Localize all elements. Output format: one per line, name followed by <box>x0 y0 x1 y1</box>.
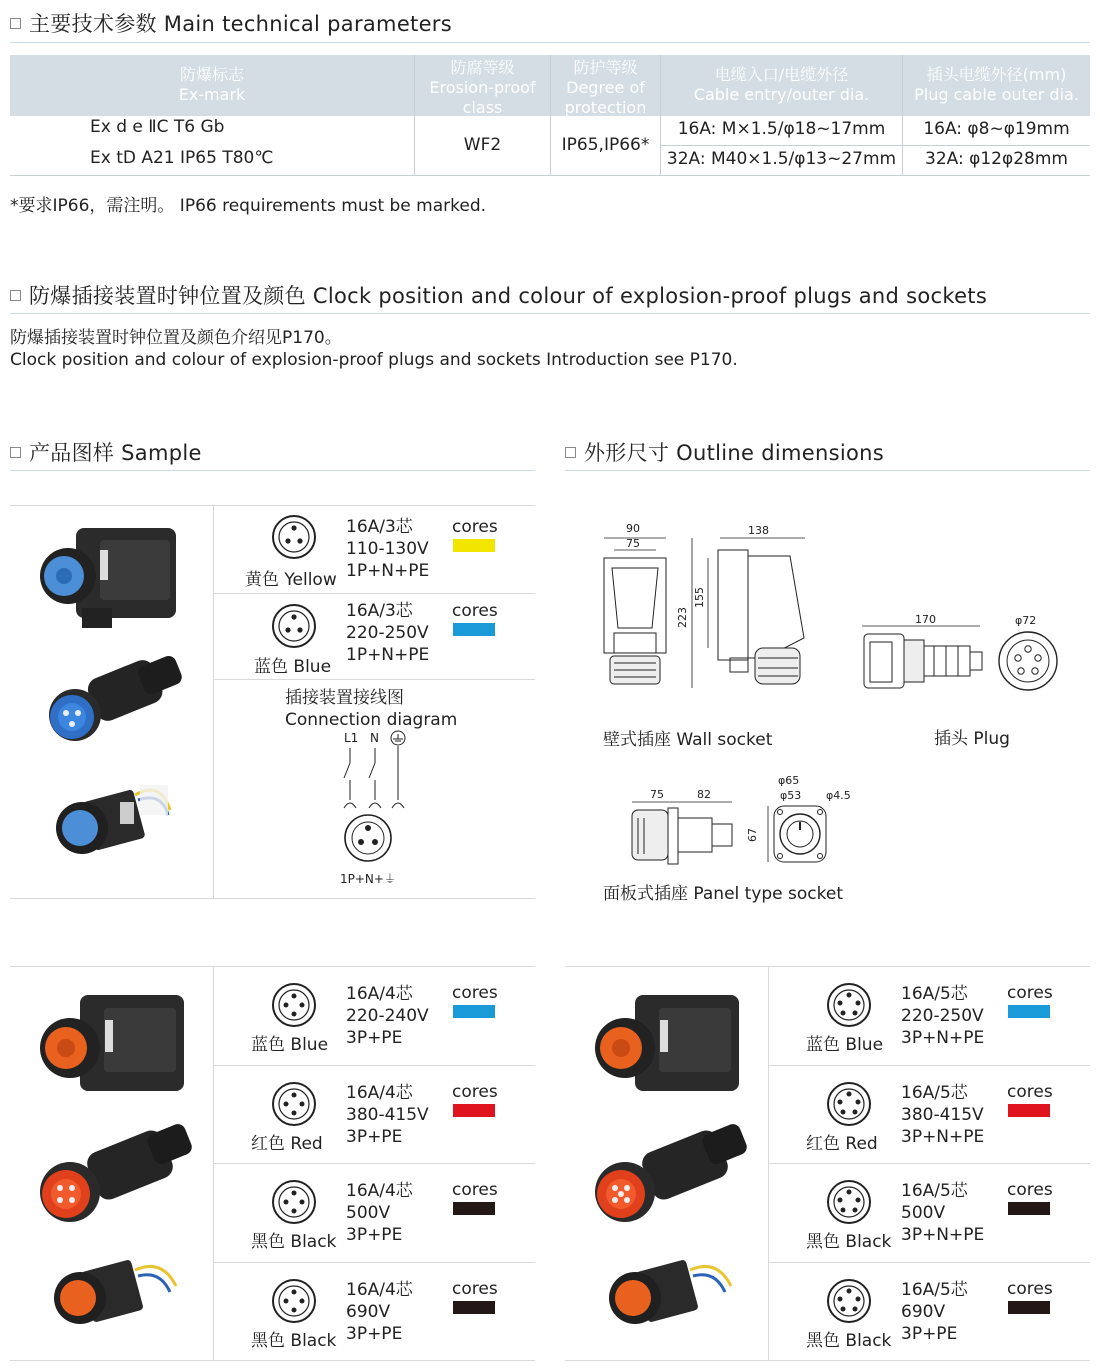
color-swatch <box>1008 1301 1050 1314</box>
section-title-text: 外形尺寸 Outline dimensions <box>584 441 884 465</box>
spec-block <box>346 1279 413 1345</box>
header-zh: 插头电缆外径(mm) <box>926 65 1067 84</box>
params-table <box>10 55 1090 176</box>
color-label: 蓝色 Blue <box>806 1035 884 1055</box>
spec-voltage: 220-250V <box>346 623 429 643</box>
spec-poles: 3P+PE <box>346 1225 403 1245</box>
plug-side-drawing <box>862 613 982 688</box>
divider <box>768 1163 1090 1164</box>
panel-socket-red-photo <box>54 1259 176 1324</box>
spec-poles: 3P+N+PE <box>901 1225 985 1245</box>
label-n: N <box>370 731 379 745</box>
exmark-line: Ex tD A21 IP65 T80℃ <box>90 148 274 168</box>
divider <box>550 55 551 176</box>
color-swatch <box>1008 1202 1050 1215</box>
color-label: 黑色 Black <box>806 1232 892 1252</box>
spec-voltage: 380-415V <box>346 1105 429 1125</box>
dim-label: 138 <box>748 524 769 537</box>
plug-dia-32a: 32A: φ12φ28mm <box>925 149 1068 169</box>
diagram-title-en: Connection diagram <box>285 710 458 730</box>
section-title-text: 防爆插接装置时钟位置及颜色 Clock position and colour of explosion-proof plugs and sockets <box>29 284 988 308</box>
diagram-bottom-label: 1P+N+⏚ <box>340 872 396 886</box>
spec-poles: 3P+N+PE <box>901 1127 985 1147</box>
square-bullet-icon <box>10 290 21 301</box>
plug-dia-16a: 16A: φ8~φ19mm <box>923 119 1070 139</box>
cores-label: cores <box>452 601 498 621</box>
spec-block <box>346 600 429 666</box>
header-zh: 防护等级 <box>573 58 638 77</box>
color-label: 黑色 Black <box>251 1331 337 1351</box>
color-label: 红色 Red <box>251 1134 323 1154</box>
spec-current: 16A/4芯 <box>346 1280 413 1300</box>
spec-block <box>346 1082 429 1148</box>
plug-blue-photo <box>49 654 184 741</box>
socket-5pin-icon <box>826 1179 872 1225</box>
dim-label: φ65 <box>778 774 800 787</box>
spec-voltage: 690V <box>901 1302 946 1322</box>
cores-label: cores <box>452 1082 498 1102</box>
spec-block <box>346 1180 413 1246</box>
header-en: Degree of protection <box>564 78 647 116</box>
panel-socket-blue-photo <box>56 785 170 854</box>
section-title-text: 主要技术参数 Main technical parameters <box>29 12 452 36</box>
divider <box>213 1065 535 1066</box>
spec-current: 16A/4芯 <box>346 1181 413 1201</box>
spec-poles: 1P+N+PE <box>346 645 430 665</box>
diagram-title-zh: 插接装置接线图 <box>285 688 404 708</box>
spec-current: 16A/5芯 <box>901 984 968 1004</box>
spec-poles: 3P+PE <box>346 1028 403 1048</box>
section-title-params <box>10 8 452 38</box>
socket-4pin-icon <box>271 1278 317 1324</box>
color-swatch <box>453 1301 495 1314</box>
dim-label: 90 <box>626 522 640 535</box>
caption-wall-socket: 壁式插座 Wall socket <box>603 730 773 750</box>
socket-5pin-icon <box>826 1278 872 1324</box>
panel-socket-front-drawing <box>746 774 851 862</box>
header-zh: 电缆入口/电缆外径 <box>714 65 849 84</box>
protection-value: IP65,IP66* <box>561 135 650 155</box>
divider <box>213 593 535 594</box>
square-bullet-icon <box>565 447 576 458</box>
color-swatch <box>453 1202 495 1215</box>
spec-block <box>901 1180 984 1246</box>
spec-voltage: 110-130V <box>346 539 429 559</box>
spec-current: 16A/5芯 <box>901 1083 968 1103</box>
spec-poles: 3P+N+PE <box>901 1028 985 1048</box>
cores-label: cores <box>1007 1180 1053 1200</box>
section-title-outline <box>565 437 884 467</box>
spec-current: 16A/4芯 <box>346 1083 413 1103</box>
divider <box>565 966 1090 967</box>
spec-block <box>901 1082 984 1148</box>
cores-label: cores <box>1007 1082 1053 1102</box>
cable-entry-16a: 16A: M×1.5/φ18~17mm <box>677 119 886 139</box>
color-label-yellow: 黄色 Yellow <box>245 570 337 590</box>
header-en: Cable entry/outer dia. <box>693 85 870 104</box>
dim-label: φ53 <box>780 789 802 802</box>
color-swatch <box>453 623 495 636</box>
dim-label: φ4.5 <box>826 789 851 802</box>
divider <box>213 679 535 680</box>
plug-red-photo <box>595 1122 749 1222</box>
ip66-note: *要求IP66，需注明。 IP66 requirements must be marked. <box>10 196 487 216</box>
panel-socket-side-drawing <box>632 788 732 864</box>
cores-label: cores <box>452 517 498 537</box>
header-en: Erosion-proof class <box>429 78 536 116</box>
spec-voltage: 690V <box>346 1302 391 1322</box>
socket-5pin-icon <box>826 1081 872 1127</box>
dim-label: 155 <box>693 587 706 608</box>
divider <box>565 1360 1090 1361</box>
divider <box>213 1262 535 1263</box>
header-zh: 防爆标志 <box>179 65 244 84</box>
color-swatch <box>453 1104 495 1117</box>
header-erosion <box>415 55 550 116</box>
socket-5pin-icon <box>826 982 872 1028</box>
sample-product-photos <box>30 510 200 890</box>
four-core-product-photos <box>30 980 200 1350</box>
dim-label: 75 <box>650 788 664 801</box>
header-plug-dia <box>903 55 1090 116</box>
divider <box>10 42 1090 43</box>
section-title-clock <box>10 280 987 310</box>
header-en: Ex-mark <box>178 85 246 104</box>
divider <box>661 145 1090 146</box>
spec-current: 16A/5芯 <box>901 1181 968 1201</box>
wall-socket-front-drawing <box>604 522 666 684</box>
dim-label: 67 <box>746 828 759 842</box>
color-label-blue: 蓝色 Blue <box>254 657 332 677</box>
header-en: Plug cable outer dia. <box>914 85 1079 104</box>
socket-4pin-icon <box>271 1179 317 1225</box>
spec-block <box>901 1279 968 1345</box>
spec-poles: 3P+PE <box>346 1127 403 1147</box>
color-label: 黑色 Black <box>251 1232 337 1252</box>
spec-block <box>901 983 984 1049</box>
spec-current: 16A/3芯 <box>346 517 413 537</box>
divider <box>10 966 535 967</box>
spec-voltage: 500V <box>346 1203 391 1223</box>
square-bullet-icon <box>10 447 21 458</box>
caption-plug: 插头 Plug <box>934 729 1010 749</box>
color-swatch <box>1008 1005 1050 1018</box>
header-protection <box>551 55 660 116</box>
divider <box>213 505 214 898</box>
dim-label: 223 <box>676 607 689 628</box>
square-bullet-icon <box>10 18 21 29</box>
spec-poles: 1P+N+PE <box>346 561 430 581</box>
spec-poles: 3P+PE <box>346 1324 403 1344</box>
label-l1: L1 <box>344 731 359 745</box>
plug-front-drawing <box>999 614 1057 690</box>
spec-voltage: 380-415V <box>901 1105 984 1125</box>
cores-label: cores <box>452 983 498 1003</box>
divider <box>213 1163 535 1164</box>
cores-label: cores <box>1007 983 1053 1003</box>
dim-label: 82 <box>697 788 711 801</box>
section-title-text: 产品图样 Sample <box>29 441 202 465</box>
color-label: 蓝色 Blue <box>251 1035 329 1055</box>
dim-label: φ72 <box>1015 614 1037 627</box>
header-cable-entry <box>661 55 902 116</box>
divider <box>10 313 1090 314</box>
cores-label: cores <box>1007 1279 1053 1299</box>
spec-voltage: 220-240V <box>346 1006 429 1026</box>
dim-label: 170 <box>915 613 936 626</box>
divider <box>10 898 535 899</box>
cores-label: cores <box>452 1180 498 1200</box>
divider <box>414 55 415 176</box>
erosion-value: WF2 <box>463 135 502 155</box>
caption-panel-socket: 面板式插座 Panel type socket <box>603 884 844 904</box>
plug-red-photo <box>40 1122 194 1222</box>
wall-socket-red-photo <box>595 995 739 1091</box>
spec-block <box>346 983 429 1049</box>
color-label: 黑色 Black <box>806 1331 892 1351</box>
socket-3pin-icon <box>271 603 317 649</box>
section-title-sample <box>10 437 202 467</box>
color-swatch <box>453 539 495 552</box>
panel-socket-drawing <box>620 770 870 870</box>
socket-3pin-icon <box>271 514 317 560</box>
wall-socket-blue-photo <box>40 528 176 628</box>
divider <box>10 505 535 506</box>
spec-voltage: 500V <box>901 1203 946 1223</box>
five-core-product-photos <box>585 980 755 1350</box>
color-swatch <box>453 1005 495 1018</box>
outline-drawings-top <box>590 518 1070 698</box>
spec-poles: 3P+PE <box>901 1324 958 1344</box>
dim-label: 75 <box>626 537 640 550</box>
spec-block <box>346 516 429 582</box>
divider <box>768 1262 1090 1263</box>
socket-4pin-icon <box>271 982 317 1028</box>
earth-icon <box>391 731 405 745</box>
socket-4pin-icon <box>271 1081 317 1127</box>
divider <box>10 175 1090 176</box>
wall-socket-side-drawing <box>676 524 805 688</box>
divider <box>768 1065 1090 1066</box>
spec-voltage: 220-250V <box>901 1006 984 1026</box>
cable-entry-32a: 32A: M40×1.5/φ13~27mm <box>666 149 897 169</box>
color-swatch <box>1008 1104 1050 1117</box>
exmark-line: Ex d e ⅡC T6 Gb <box>90 117 225 137</box>
wall-socket-red-photo <box>40 995 184 1091</box>
spec-current: 16A/5芯 <box>901 1280 968 1300</box>
divider <box>10 1360 535 1361</box>
panel-socket-red-photo <box>609 1259 731 1324</box>
header-zh: 防腐等级 <box>450 58 515 77</box>
spec-current: 16A/4芯 <box>346 984 413 1004</box>
cores-label: cores <box>452 1279 498 1299</box>
clock-intro-en: Clock position and colour of explosion-proof plugs and sockets Introduction see P170. <box>10 350 738 370</box>
spec-current: 16A/3芯 <box>346 601 413 621</box>
connection-diagram <box>320 728 430 893</box>
header-exmark <box>10 55 414 116</box>
divider <box>10 470 535 471</box>
color-label: 红色 Red <box>806 1134 878 1154</box>
clock-intro-zh: 防爆插接装置时钟位置及颜色介绍见P170。 <box>10 328 342 348</box>
divider <box>565 470 1090 471</box>
